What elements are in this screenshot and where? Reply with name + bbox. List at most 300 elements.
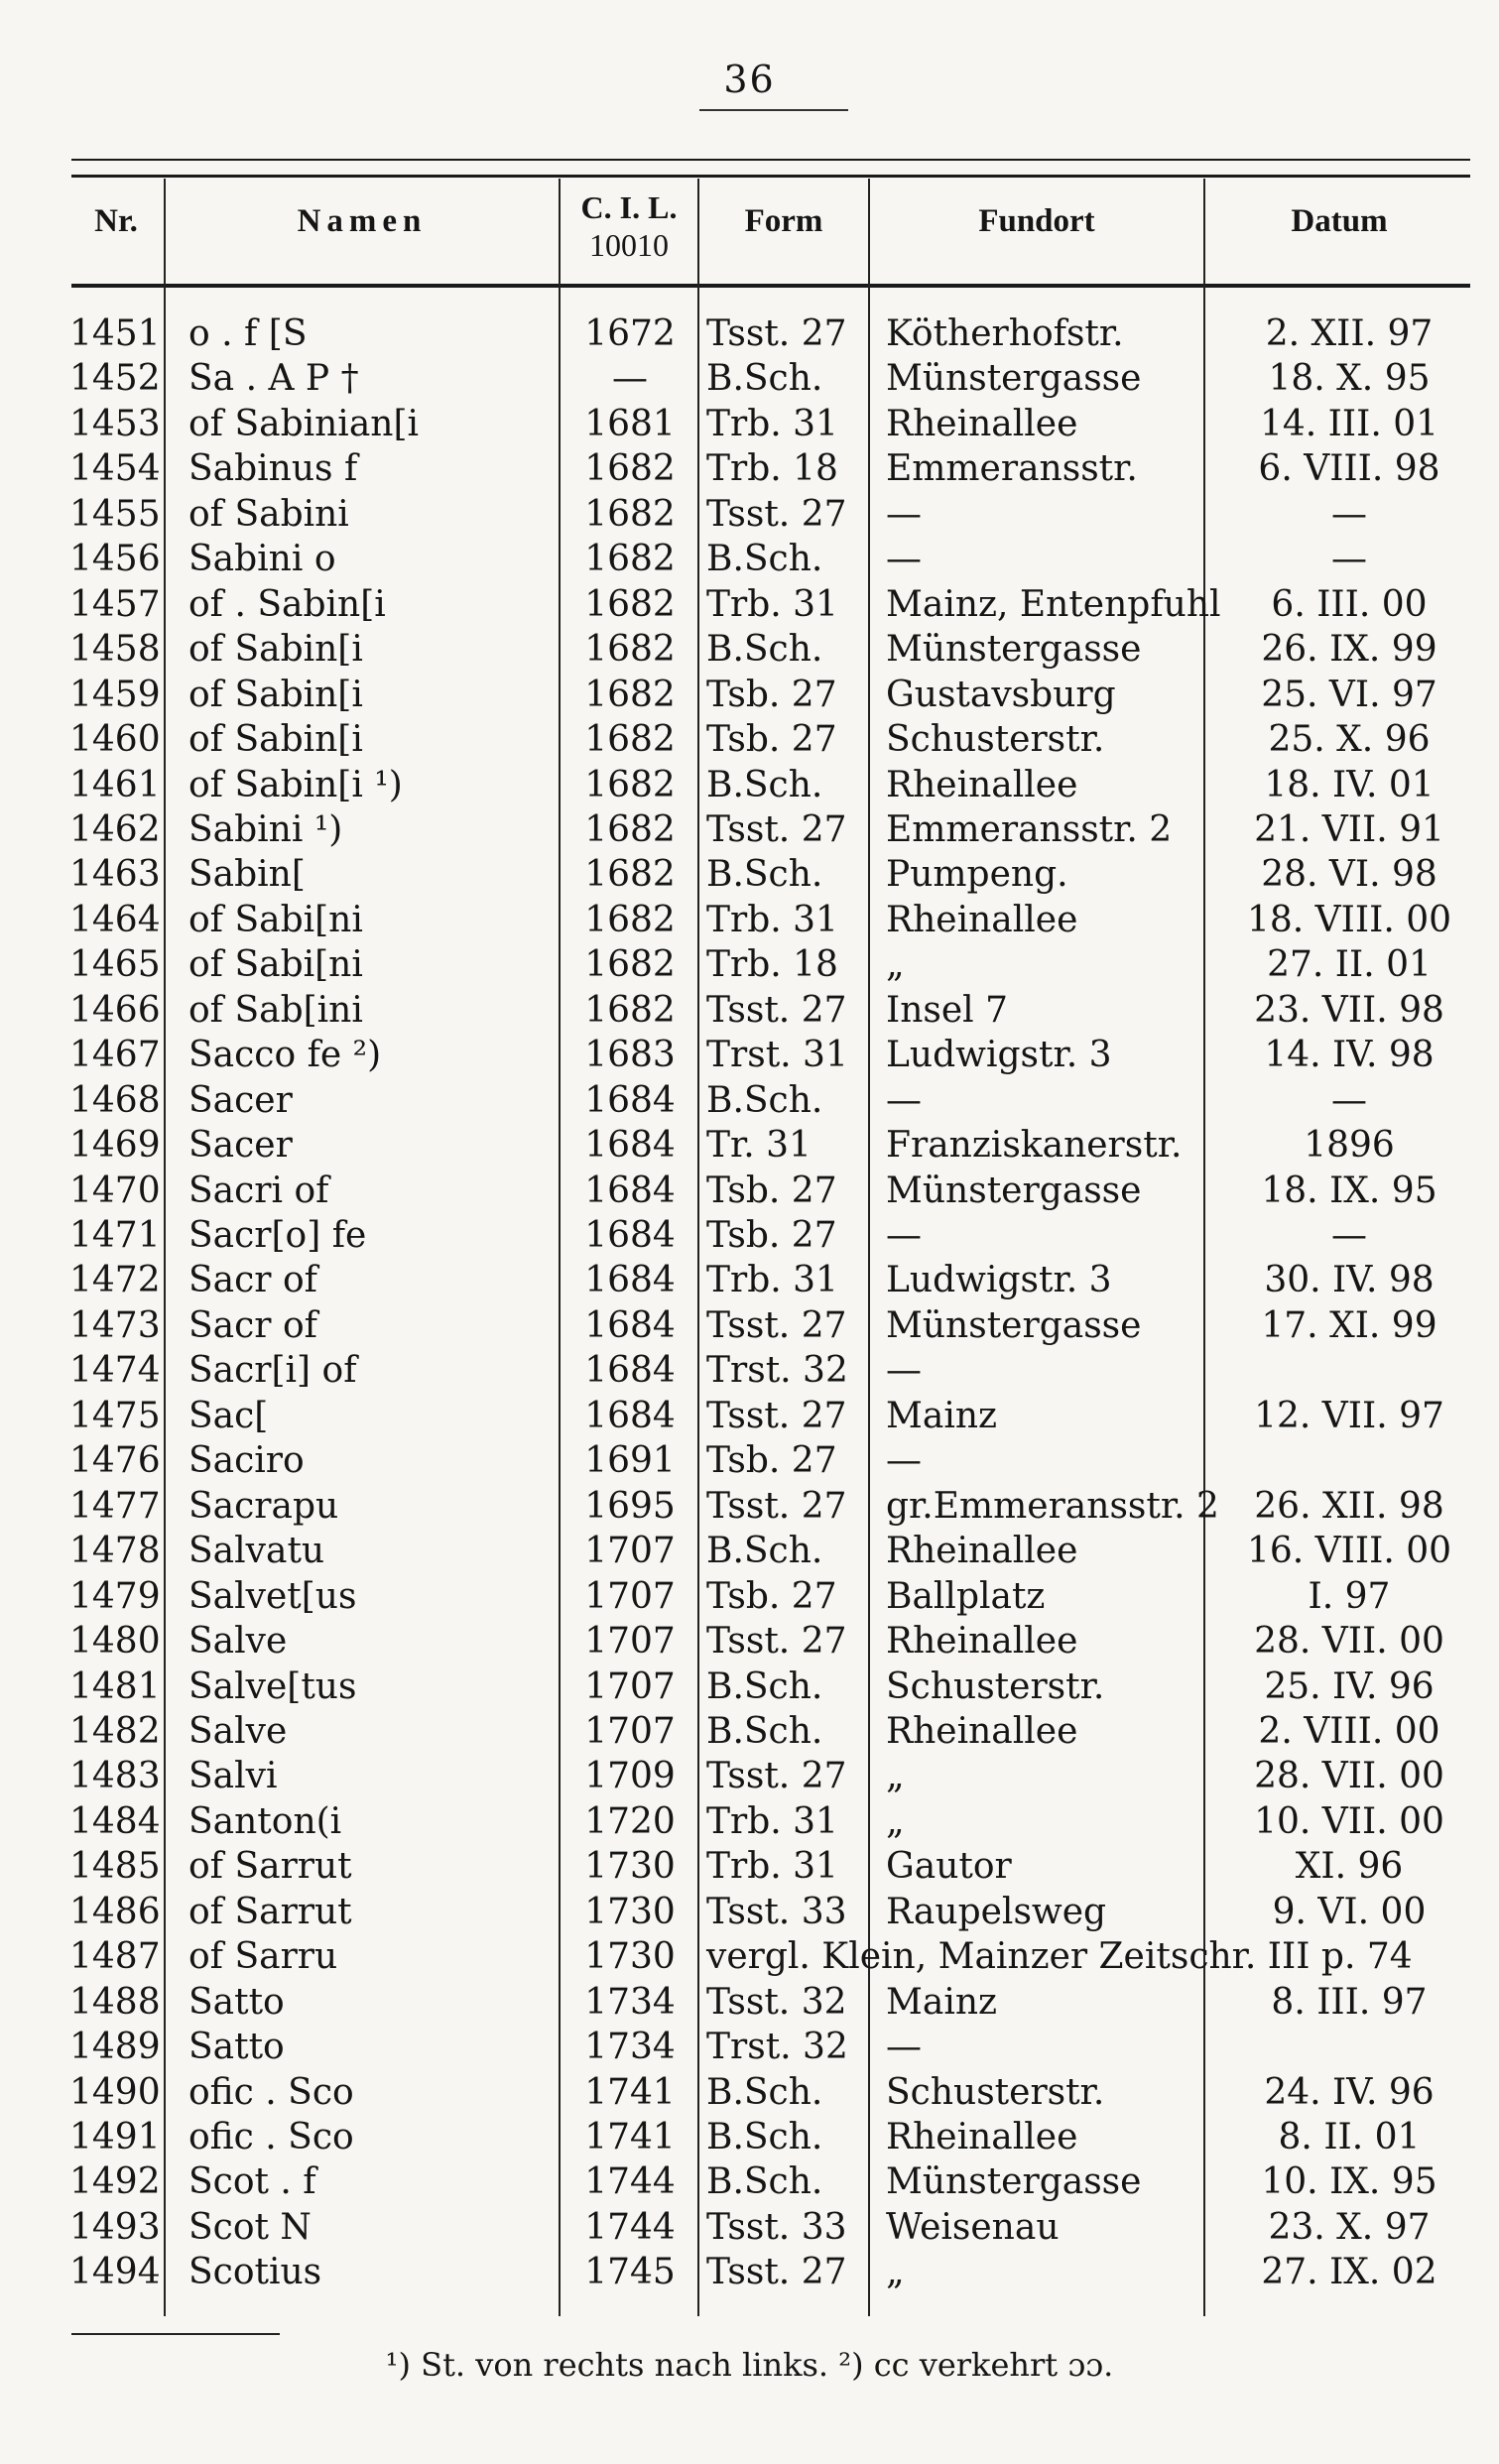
cell-nr: 1471 xyxy=(69,1215,161,1256)
cell-name: of Sabin[i xyxy=(188,719,363,761)
table-row xyxy=(0,1980,1499,2025)
cell-datum: 8. III. 97 xyxy=(1271,1981,1428,2023)
header-fundort: Fundort xyxy=(978,203,1095,239)
cell-name: Sabini ¹) xyxy=(188,808,343,850)
cell-cil: 1682 xyxy=(584,719,676,761)
cell-form: Trb. 31 xyxy=(706,1846,838,1888)
cell-datum: 24. IV. 96 xyxy=(1264,2071,1435,2113)
cell-nr: 1489 xyxy=(69,2027,161,2068)
cell-fundort: Rheinallee xyxy=(886,403,1078,444)
cell-fundort: Ballplatz xyxy=(886,1575,1046,1617)
cell-fundort: — xyxy=(886,1350,922,1392)
cell-datum: — xyxy=(1331,493,1367,535)
cell-name: Salve xyxy=(188,1621,288,1663)
cell-form: Tsb. 27 xyxy=(706,1215,837,1256)
cell-cil: 1709 xyxy=(584,1756,676,1797)
cell-name: Sac[ xyxy=(188,1395,269,1436)
cell-fundort: — xyxy=(886,1440,922,1482)
cell-cil: 1720 xyxy=(584,1800,676,1842)
cell-form: Tsst. 27 xyxy=(706,808,847,850)
table-row xyxy=(0,2025,1499,2069)
cell-nr: 1460 xyxy=(69,719,161,761)
page-number-rule xyxy=(699,109,848,111)
table-row xyxy=(0,1799,1499,1844)
cell-nr: 1478 xyxy=(69,1531,161,1572)
cell-nr: 1451 xyxy=(69,313,161,354)
cell-fundort: Mainz, Entenpfuhl xyxy=(886,583,1221,625)
cell-cil: 1730 xyxy=(584,1936,676,1978)
table-row xyxy=(0,1078,1499,1123)
cell-fundort: Weisenau xyxy=(886,2206,1060,2248)
cell-nr: 1484 xyxy=(69,1800,161,1842)
cell-name: of Sabinian[i xyxy=(188,403,420,444)
cell-cil: 1730 xyxy=(584,1891,676,1932)
cell-name: Salve xyxy=(188,1710,288,1752)
header-name: Namen xyxy=(297,203,428,239)
top-rule xyxy=(71,159,1470,161)
header-cil-number: 10010 xyxy=(589,227,669,263)
cell-fundort: Ludwigstr. 3 xyxy=(886,1035,1112,1076)
table-row xyxy=(0,807,1499,852)
cell-fundort: „ xyxy=(886,1756,905,1797)
cell-name: of Sabini xyxy=(188,493,349,535)
cell-form: Trb. 31 xyxy=(706,403,838,444)
table-row xyxy=(0,763,1499,807)
cell-datum: 2. VIII. 00 xyxy=(1258,1710,1440,1752)
cell-nr: 1485 xyxy=(69,1846,161,1888)
cell-form: Tsst. 27 xyxy=(706,1621,847,1663)
cell-nr: 1461 xyxy=(69,764,161,805)
table-row xyxy=(0,1303,1499,1348)
cell-datum: 27. II. 01 xyxy=(1267,944,1432,986)
cell-nr: 1453 xyxy=(69,403,161,444)
cell-form: Tsst. 27 xyxy=(706,1304,847,1346)
table-row xyxy=(0,1619,1499,1663)
top-rule-double xyxy=(71,175,1470,178)
cell-form: B.Sch. xyxy=(706,1079,823,1121)
table-row xyxy=(0,446,1499,491)
cell-name: Sacco fe ²) xyxy=(188,1035,382,1076)
cell-datum: 25. IV. 96 xyxy=(1264,1665,1435,1707)
cell-form: Trst. 32 xyxy=(706,2027,848,2068)
cell-cil: 1734 xyxy=(584,1981,676,2023)
cell-nr: 1481 xyxy=(69,1665,161,1707)
cell-nr: 1462 xyxy=(69,808,161,850)
cell-cil: 1707 xyxy=(584,1531,676,1572)
cell-datum: I. 97 xyxy=(1308,1575,1391,1617)
cell-form: Trb. 31 xyxy=(706,583,838,625)
cell-nr: 1475 xyxy=(69,1395,161,1436)
cell-form: Tsst. 33 xyxy=(706,1891,847,1932)
cell-fundort: „ xyxy=(886,2252,905,2293)
cell-form: Tsb. 27 xyxy=(706,719,837,761)
cell-name: of Sarrut xyxy=(188,1846,352,1888)
cell-name: ofic . Sco xyxy=(188,2071,354,2113)
cell-cil: 1682 xyxy=(584,493,676,535)
cell-form: Tsst. 27 xyxy=(706,2252,847,2293)
table-row xyxy=(0,942,1499,987)
cell-nr: 1458 xyxy=(69,629,161,671)
cell-nr: 1474 xyxy=(69,1350,161,1392)
cell-nr: 1479 xyxy=(69,1575,161,1617)
cell-datum: 9. VI. 00 xyxy=(1272,1891,1427,1932)
cell-name: of Sabin[i xyxy=(188,674,363,715)
cell-cil: 1684 xyxy=(584,1304,676,1346)
cell-datum: 17. XI. 99 xyxy=(1261,1304,1437,1346)
cell-name: Satto xyxy=(188,2027,285,2068)
cell-name: Scot . f xyxy=(188,2161,316,2203)
cell-cil: 1682 xyxy=(584,764,676,805)
cell-form: B.Sch. xyxy=(706,358,823,400)
cell-datum: 25. VI. 97 xyxy=(1261,674,1437,715)
cell-datum: 26. IX. 99 xyxy=(1261,629,1437,671)
cell-datum: 28. VII. 00 xyxy=(1254,1756,1444,1797)
table-row xyxy=(0,852,1499,897)
cell-fundort: gr.Emmeransstr. 2 xyxy=(886,1485,1219,1527)
table-row xyxy=(0,1934,1499,1979)
cell-name: Sabin[ xyxy=(188,854,306,896)
cell-nr: 1486 xyxy=(69,1891,161,1932)
cell-datum: 10. IX. 95 xyxy=(1261,2161,1437,2203)
cell-nr: 1457 xyxy=(69,583,161,625)
cell-fundort: „ xyxy=(886,944,905,986)
cell-fundort: Münstergasse xyxy=(886,1304,1142,1346)
cell-form: Tsst. 27 xyxy=(706,989,847,1031)
cell-datum: 18. IX. 95 xyxy=(1261,1170,1437,1211)
cell-fundort: Münstergasse xyxy=(886,2161,1142,2203)
cell-cil: 1741 xyxy=(584,2117,676,2157)
table-row xyxy=(0,2205,1499,2250)
footnote: ¹) St. von rechts nach links. ²) cc verkehrt ɔɔ. xyxy=(385,2346,1114,2384)
cell-fundort: Franziskanerstr. xyxy=(886,1125,1183,1167)
cell-nr: 1470 xyxy=(69,1170,161,1211)
cell-note: vergl. Klein, Mainzer Zeitschr. III p. 74 xyxy=(706,1936,1413,1978)
cell-name: Sabini o xyxy=(188,539,336,580)
cell-datum: 6. VIII. 98 xyxy=(1258,448,1440,490)
cell-form: B.Sch. xyxy=(706,1710,823,1752)
cell-form: Tsb. 27 xyxy=(706,1575,837,1617)
cell-name: of Sarrut xyxy=(188,1891,352,1932)
cell-form: Tsst. 33 xyxy=(706,2206,847,2248)
table-row xyxy=(0,627,1499,672)
cell-fundort: Rheinallee xyxy=(886,1710,1078,1752)
cell-fundort: — xyxy=(886,539,922,580)
cell-name: Sacr of xyxy=(188,1304,317,1346)
cell-form: B.Sch. xyxy=(706,764,823,805)
cell-name: Salve[tus xyxy=(188,1665,357,1707)
cell-datum: — xyxy=(1331,1215,1367,1256)
cell-cil: 1682 xyxy=(584,808,676,850)
cell-cil: 1684 xyxy=(584,1395,676,1436)
cell-nr: 1464 xyxy=(69,899,161,940)
cell-cil: 1707 xyxy=(584,1665,676,1707)
table-row xyxy=(0,492,1499,537)
table-row xyxy=(0,673,1499,717)
cell-datum: XI. 96 xyxy=(1295,1846,1404,1888)
cell-cil: 1730 xyxy=(584,1846,676,1888)
table-row xyxy=(0,582,1499,627)
table-row xyxy=(0,1844,1499,1889)
cell-form: B.Sch. xyxy=(706,1531,823,1572)
cell-datum: 28. VII. 00 xyxy=(1254,1621,1444,1663)
cell-fundort: Emmeransstr. 2 xyxy=(886,808,1173,850)
cell-datum: 25. X. 96 xyxy=(1268,719,1431,761)
cell-cil: 1682 xyxy=(584,989,676,1031)
cell-cil: 1707 xyxy=(584,1621,676,1663)
cell-datum: 12. VII. 97 xyxy=(1254,1395,1444,1436)
cell-form: Trb. 31 xyxy=(706,1260,838,1301)
cell-nr: 1482 xyxy=(69,1710,161,1752)
cell-fundort: — xyxy=(886,2027,922,2068)
header-form: Form xyxy=(744,203,823,239)
cell-fundort: Mainz xyxy=(886,1395,997,1436)
cell-fundort: Rheinallee xyxy=(886,1531,1078,1572)
cell-nr: 1452 xyxy=(69,358,161,400)
table-row xyxy=(0,2115,1499,2159)
cell-form: Tsst. 27 xyxy=(706,1395,847,1436)
header-cil xyxy=(561,188,697,264)
cell-cil: 1734 xyxy=(584,2027,676,2068)
cell-datum: 18. VIII. 00 xyxy=(1246,899,1452,940)
header-nr: Nr. xyxy=(94,203,138,239)
cell-nr: 1465 xyxy=(69,944,161,986)
cell-name: of Sab[ini xyxy=(188,989,363,1031)
table-row xyxy=(0,1169,1499,1213)
cell-nr: 1467 xyxy=(69,1035,161,1076)
cell-cil: 1681 xyxy=(584,403,676,444)
cell-cil: 1682 xyxy=(584,674,676,715)
cell-datum: 21. VII. 91 xyxy=(1254,808,1444,850)
cell-cil: 1684 xyxy=(584,1260,676,1301)
cell-name: Satto xyxy=(188,1981,285,2023)
table-row xyxy=(0,402,1499,446)
cell-nr: 1490 xyxy=(69,2071,161,2113)
header-cil-label: C. I. L. xyxy=(580,189,678,225)
cell-cil: 1684 xyxy=(584,1215,676,1256)
cell-name: o . f [S xyxy=(188,313,308,354)
table-row xyxy=(0,356,1499,401)
cell-fundort: Raupelsweg xyxy=(886,1891,1107,1932)
cell-form: B.Sch. xyxy=(706,2161,823,2203)
cell-name: of Sabi[ni xyxy=(188,944,363,986)
cell-cil: 1684 xyxy=(584,1170,676,1211)
cell-form: Tsst. 27 xyxy=(706,1485,847,1527)
cell-name: of Sabin[i xyxy=(188,629,363,671)
cell-nr: 1469 xyxy=(69,1125,161,1167)
cell-datum: 14. IV. 98 xyxy=(1264,1035,1435,1076)
cell-fundort: Mainz xyxy=(886,1981,997,2023)
cell-datum: — xyxy=(1331,539,1367,580)
cell-nr: 1494 xyxy=(69,2252,161,2293)
cell-cil: 1741 xyxy=(584,2071,676,2113)
cell-cil: 1745 xyxy=(584,2252,676,2293)
table-row xyxy=(0,1709,1499,1754)
footnote-rule xyxy=(71,2333,280,2335)
cell-datum: 1896 xyxy=(1304,1125,1395,1167)
cell-form: Trb. 18 xyxy=(706,448,838,490)
cell-nr: 1477 xyxy=(69,1485,161,1527)
table-row xyxy=(0,1438,1499,1483)
cell-nr: 1476 xyxy=(69,1440,161,1482)
cell-nr: 1463 xyxy=(69,854,161,896)
cell-name: Sacrapu xyxy=(188,1485,339,1527)
cell-datum: 18. IV. 01 xyxy=(1264,764,1435,805)
cell-form: Tsst. 32 xyxy=(706,1981,847,2023)
cell-form: Trst. 32 xyxy=(706,1350,848,1392)
cell-form: B.Sch. xyxy=(706,2117,823,2157)
cell-fundort: — xyxy=(886,493,922,535)
cell-form: Tsb. 27 xyxy=(706,1440,837,1482)
cell-fundort: Gautor xyxy=(886,1846,1012,1888)
cell-fundort: Rheinallee xyxy=(886,2117,1078,2157)
table-row xyxy=(0,898,1499,942)
cell-cil: — xyxy=(612,358,648,400)
table-row xyxy=(0,1574,1499,1619)
cell-cil: 1682 xyxy=(584,899,676,940)
cell-name: ofic . Sco xyxy=(188,2117,354,2157)
table-row xyxy=(0,1258,1499,1302)
cell-name: Scotius xyxy=(188,2252,322,2293)
cell-cil: 1682 xyxy=(584,539,676,580)
cell-fundort: Schusterstr. xyxy=(886,2071,1105,2113)
cell-fundort: Kötherhofstr. xyxy=(886,313,1124,354)
cell-fundort: Pumpeng. xyxy=(886,854,1068,896)
header-rule xyxy=(71,284,1470,288)
cell-datum: 18. X. 95 xyxy=(1268,358,1431,400)
cell-datum: 14. III. 01 xyxy=(1259,403,1439,444)
cell-datum: 16. VIII. 00 xyxy=(1246,1531,1452,1572)
cell-cil: 1683 xyxy=(584,1035,676,1076)
table-row xyxy=(0,1529,1499,1573)
cell-datum: 8. II. 01 xyxy=(1278,2117,1421,2157)
cell-form: B.Sch. xyxy=(706,539,823,580)
cell-form: Tsst. 27 xyxy=(706,493,847,535)
cell-name: Sacr of xyxy=(188,1260,317,1301)
cell-nr: 1483 xyxy=(69,1756,161,1797)
cell-cil: 1744 xyxy=(584,2161,676,2203)
cell-nr: 1459 xyxy=(69,674,161,715)
table-row xyxy=(0,2250,1499,2294)
cell-name: of Sabi[ni xyxy=(188,899,363,940)
cell-cil: 1691 xyxy=(584,1440,676,1482)
cell-cil: 1672 xyxy=(584,313,676,354)
table-row xyxy=(0,1484,1499,1529)
cell-form: B.Sch. xyxy=(706,629,823,671)
cell-nr: 1455 xyxy=(69,493,161,535)
cell-cil: 1682 xyxy=(584,629,676,671)
cell-nr: 1493 xyxy=(69,2206,161,2248)
cell-fundort: Rheinallee xyxy=(886,899,1078,940)
cell-name: Salvi xyxy=(188,1756,278,1797)
cell-nr: 1456 xyxy=(69,539,161,580)
cell-nr: 1492 xyxy=(69,2161,161,2203)
table-row xyxy=(0,988,1499,1033)
cell-form: B.Sch. xyxy=(706,1665,823,1707)
table-row xyxy=(0,1394,1499,1438)
cell-nr: 1466 xyxy=(69,989,161,1031)
cell-datum: 23. VII. 98 xyxy=(1254,989,1444,1031)
cell-name: Sabinus f xyxy=(188,448,358,490)
cell-cil: 1682 xyxy=(584,448,676,490)
cell-fundort: Insel 7 xyxy=(886,989,1009,1031)
cell-fundort: Ludwigstr. 3 xyxy=(886,1260,1112,1301)
cell-fundort: „ xyxy=(886,1800,905,1842)
cell-cil: 1682 xyxy=(584,944,676,986)
cell-cil: 1682 xyxy=(584,854,676,896)
cell-datum: 2. XII. 97 xyxy=(1265,313,1434,354)
table-row xyxy=(0,1348,1499,1393)
cell-form: Trb. 18 xyxy=(706,944,838,986)
cell-fundort: Schusterstr. xyxy=(886,1665,1105,1707)
cell-form: Trb. 31 xyxy=(706,899,838,940)
cell-form: Trst. 31 xyxy=(706,1035,848,1076)
table-row xyxy=(0,1664,1499,1709)
table-row xyxy=(0,717,1499,762)
cell-cil: 1682 xyxy=(584,583,676,625)
cell-form: Tsst. 27 xyxy=(706,1756,847,1797)
table-row xyxy=(0,1123,1499,1168)
cell-fundort: — xyxy=(886,1079,922,1121)
cell-nr: 1480 xyxy=(69,1621,161,1663)
cell-name: of Sarru xyxy=(188,1936,338,1978)
cell-nr: 1454 xyxy=(69,448,161,490)
cell-name: Sacr[i] of xyxy=(188,1350,357,1392)
cell-fundort: Münstergasse xyxy=(886,358,1142,400)
table-row xyxy=(0,1754,1499,1798)
cell-form: B.Sch. xyxy=(706,2071,823,2113)
cell-datum: 6. III. 00 xyxy=(1271,583,1428,625)
cell-fundort: Schusterstr. xyxy=(886,719,1105,761)
cell-fundort: Rheinallee xyxy=(886,1621,1078,1663)
cell-fundort: Rheinallee xyxy=(886,764,1078,805)
cell-cil: 1707 xyxy=(584,1575,676,1617)
cell-form: B.Sch. xyxy=(706,854,823,896)
cell-datum: 26. XII. 98 xyxy=(1254,1485,1444,1527)
table-row xyxy=(0,1890,1499,1934)
cell-nr: 1487 xyxy=(69,1936,161,1978)
cell-fundort: Emmeransstr. xyxy=(886,448,1138,490)
cell-fundort: Münstergasse xyxy=(886,1170,1142,1211)
cell-name: Saciro xyxy=(188,1440,305,1482)
cell-cil: 1684 xyxy=(584,1125,676,1167)
table-row xyxy=(0,1213,1499,1258)
cell-name: Sa . A P † xyxy=(188,358,359,400)
cell-name: Sacr[o] fe xyxy=(188,1215,367,1256)
cell-form: Tr. 31 xyxy=(706,1125,812,1167)
cell-nr: 1488 xyxy=(69,1981,161,2023)
cell-name: of . Sabin[i xyxy=(188,583,386,625)
page-number: 36 xyxy=(723,58,776,101)
cell-datum: 30. IV. 98 xyxy=(1264,1260,1435,1301)
cell-datum: — xyxy=(1331,1079,1367,1121)
cell-cil: 1684 xyxy=(584,1350,676,1392)
table-row xyxy=(0,2070,1499,2115)
cell-name: Salvet[us xyxy=(188,1575,357,1617)
cell-datum: 23. X. 97 xyxy=(1268,2206,1431,2248)
cell-cil: 1684 xyxy=(584,1079,676,1121)
cell-fundort: Münstergasse xyxy=(886,629,1142,671)
cell-form: Tsb. 27 xyxy=(706,1170,837,1211)
cell-name: Sacer xyxy=(188,1079,293,1121)
cell-fundort: Gustavsburg xyxy=(886,674,1116,715)
cell-nr: 1473 xyxy=(69,1304,161,1346)
cell-name: of Sabin[i ¹) xyxy=(188,764,403,805)
table-row xyxy=(0,311,1499,356)
cell-name: Sacer xyxy=(188,1125,293,1167)
cell-nr: 1491 xyxy=(69,2117,161,2157)
cell-name: Sacri of xyxy=(188,1170,329,1211)
cell-nr: 1472 xyxy=(69,1260,161,1301)
